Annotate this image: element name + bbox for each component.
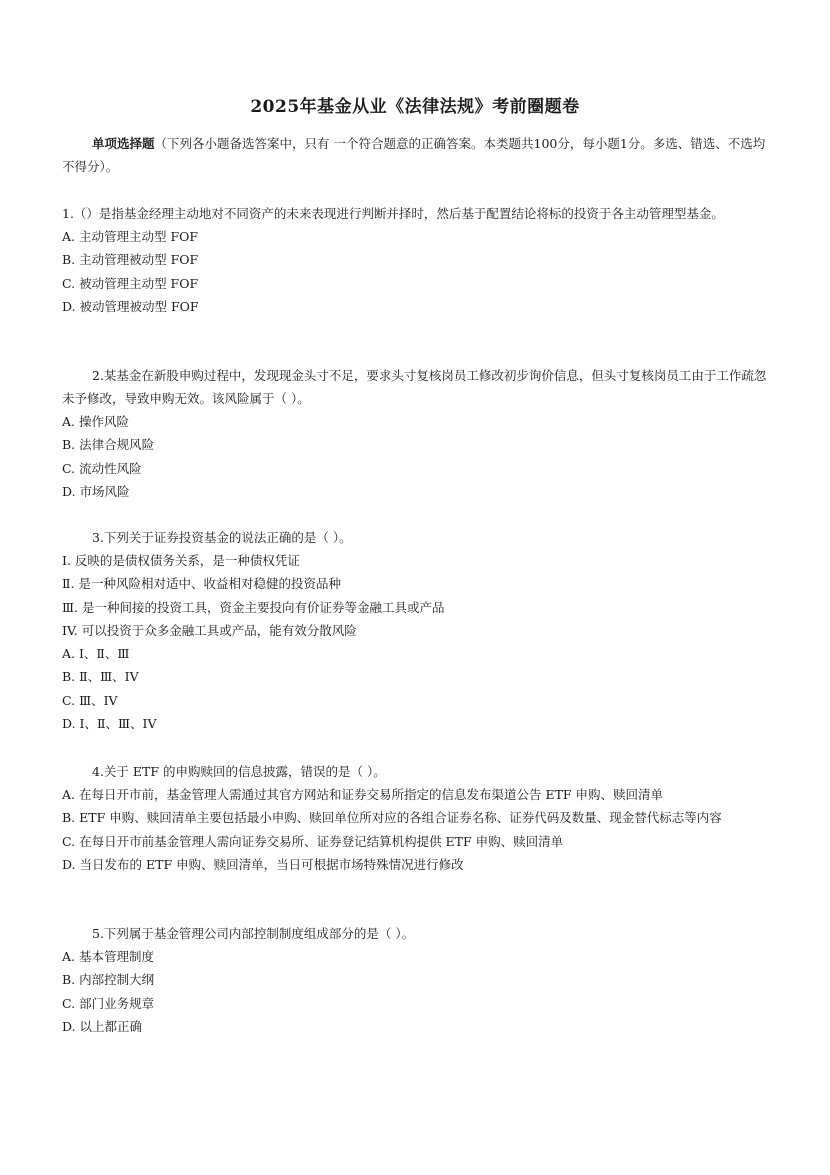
section-intro	[62, 132, 774, 178]
option-d: D. 被动管理被动型 FOF	[62, 298, 199, 314]
option-c: C. 流动性风险	[62, 460, 142, 476]
question-2	[62, 364, 774, 503]
option-a: A. 在每日开市前，基金管理人需通过其官方网站和证券交易所指定的信息发布渠道公告 ETF 申购、赎回清单	[62, 787, 664, 802]
question-5	[62, 922, 774, 1038]
option-d: D. 当日发布的 ETF 申购、赎回清单，当日可根据市场特殊情况进行修改	[62, 856, 464, 872]
option-c: C. 在每日开市前基金管理人需向证券交易所、证券登记结算机构提供 ETF 申购、赎回清单	[62, 833, 564, 849]
option-d: D. I、Ⅱ、Ⅲ、IV	[62, 716, 157, 732]
question-4	[62, 760, 774, 876]
option-c: C. 部门业务规章	[62, 995, 155, 1011]
option-c: C. Ⅲ、IV	[62, 692, 118, 708]
option-b: B. 主动管理被动型 FOF	[62, 252, 199, 268]
option-a: A. I、Ⅱ、Ⅲ	[62, 646, 130, 662]
page-title: 2025年基金从业《法律法规》考前圈题卷	[250, 97, 580, 117]
question-stem: 2.某基金在新股申购过程中，发现现金头寸不足，要求头寸复核岗员工修改初步询价信息，但头寸复核岗员工由于工作疏忽未予修改，导致申购无效。该风险属于（ ）。	[62, 368, 767, 406]
option-a: A. 基本管理制度	[62, 949, 154, 964]
question-stem: 1.（）是指基金经理主动地对不同资产的未来表现进行判断并择时，然后基于配置结论将标的投资于各主动管理型基金。	[62, 206, 724, 221]
option-b: B. 法律合规风险	[62, 437, 155, 453]
section-label: 单项选择题	[92, 136, 155, 151]
question-1	[62, 202, 774, 318]
statement-1: I. 反映的是债权债务关系，是一种债权凭证	[62, 553, 300, 568]
question-stem: 5.下列属于基金管理公司内部控制制度组成部分的是（ ）。	[92, 926, 415, 941]
option-c: C. 被动管理主动型 FOF	[62, 275, 199, 291]
option-d: D. 市场风险	[62, 483, 130, 499]
statement-3: Ⅲ. 是一种间接的投资工具，资金主要投向有价证券等金融工具或产品	[62, 599, 445, 615]
question-3	[62, 526, 774, 735]
statement-2: Ⅱ. 是一种风险相对适中、收益相对稳健的投资品种	[62, 576, 341, 592]
option-a: A. 操作风险	[62, 414, 129, 429]
option-b: B. ETF 申购、赎回清单主要包括最小申购、赎回单位所对应的各组合证券名称、证券代码及数量、现金替代标志等内容	[62, 810, 722, 826]
question-stem: 4.关于 ETF 的申购赎回的信息披露，错误的是（ ）。	[92, 764, 386, 779]
option-b: B. Ⅱ、Ⅲ、IV	[62, 669, 139, 685]
statement-4: IV. 可以投资于众多金融工具或产品，能有效分散风险	[62, 622, 357, 638]
option-d: D. 以上都正确	[62, 1018, 143, 1034]
option-b: B. 内部控制大纲	[62, 972, 155, 988]
question-stem: 3.下列关于证券投资基金的说法正确的是（ ）。	[92, 530, 352, 545]
section-instructions: （下列各小题备选答案中，只有 一个符合题意的正确答案。本类题共100分，每小题1分。多选、错选、不选均不得分）。	[62, 136, 766, 174]
option-a: A. 主动管理主动型 FOF	[62, 229, 199, 244]
